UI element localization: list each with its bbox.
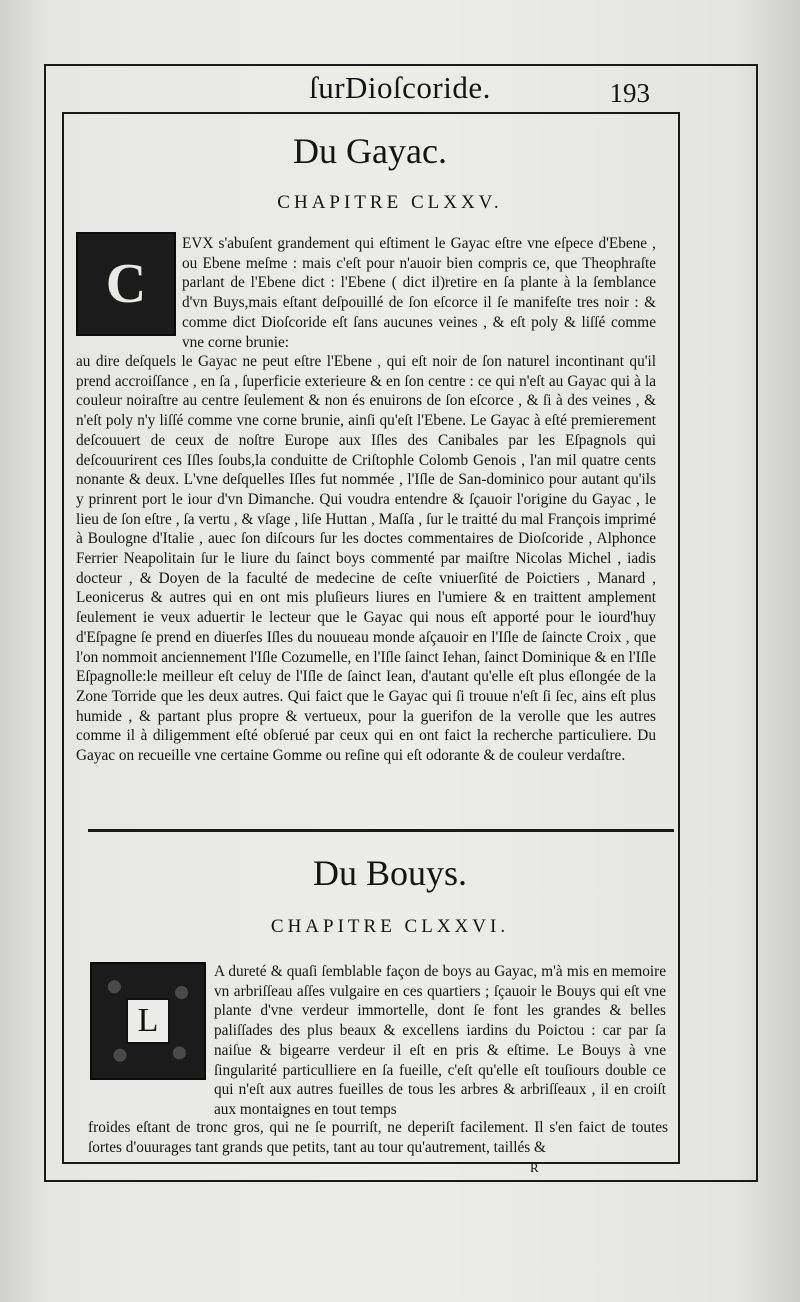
inner-frame-right bbox=[678, 112, 680, 1164]
initial-letter: C bbox=[105, 253, 147, 315]
outer-frame-top bbox=[44, 64, 758, 66]
page-number: 193 bbox=[609, 78, 650, 108]
chapter-separator-rule bbox=[88, 829, 674, 832]
initial-letter: L bbox=[137, 1002, 159, 1039]
signature-mark: R bbox=[530, 1160, 539, 1175]
outer-frame-bottom bbox=[44, 1180, 758, 1182]
chapter-title-bouys: Du Bouys. bbox=[312, 853, 468, 893]
header-rule bbox=[62, 112, 680, 114]
chapter-gayac-body: au dire deſquels le Gayac ne peut eſtre l'Ebene , qui eſt noir de ſon naturel incontinant qu'il prend accroiſſance , en ſa , ſuperficie exterieure & en ſon centre : ce qui n'eſt au Gayac qui à la couleur noiraſtre au centre ſeulement & non és enuirons de ſon eſcorce , & ſi à des veines , & n'eſt poly n'y liſſé comme vne corne brunie, ainſi qu'eſt l'Ebene. Le Gayac à eſté premierement deſcouuert de ceux de noſtre Europe aux Iſles des Canibales par les Eſpagnols qui deſcouurirent ces Iſles ſoubs,la conduitte de Criſtophle Colomb Genois , l'an mil quatre cents nonante & deux. L'vne deſquelles Iſles fut nommée , l'Iſle de San-dominico pour autant qu'ils y prinrent port le iour d'vn Dimanche. Qui voudra entendre & ſçauoir l'origine du Gayac , le lieu de ſon eſtre , ſa vertu , & vſage , liſe Huttan , Maſſa , ſur le traitté du mal François imprimé à Boulogne d'Italie , auec ſon diſcours ſur les doctes commentaires de Dioſcoride , Alphonce Ferrier Neapolitain ſur le liure du ſainct boys commenté par maiſtre Nicolas Michel , iadis docteur , & Doyen de la faculté de medecine de ceſte vniuerſité de Poictiers , Manard , Leonicerus & autres qui en ont mis pluſieurs liures en l'umiere & en traittent amplement ſeulement ie veux aduertir le lecteur que le Gayac qui nous eſt apporté pour le iourd'huy d'Eſpagne ſe prend en diuerſes Iſles du nouueau monde aſçauoir en l'Iſle de ſaincte Croix , que l'on nommoit anciennement l'Iſle Cozumelle, en l'Iſle ſainct Iehan, ſainct Dominique & en l'Iſle Eſpagnolle:le meilleur eſt celuy de l'Iſle de ſainct Iean, d'autant qu'elle eſt plus eſlongée de la Zone Torride que les deux autres. Qui faict que le Gayac qui ſi trouue n'eſt ſi ſec, ains eſt plus humide , & partant plus propre & vertueux, pour la guerifon de la verolle que les autres comme il à diligemment eſté obſerué par ceux qui en ont faict la recherche particuliere. Du Gayac on recueille vne certaine Gomme ou reſine qui eſt odorante & de couleur verdaſtre. bbox=[76, 353, 656, 765]
inner-frame-left bbox=[62, 112, 64, 1164]
chapter-number-gayac: CHAPITRE CLXXV. bbox=[277, 192, 503, 213]
initial-letter-box bbox=[126, 998, 170, 1044]
chapter-bouys-opening: A dureté & quaſi ſemblable façon de boys au Gayac, m'à mis en memoire vn arbriſſeau aſſes vulgaire en ces quartiers ; ſçauoir le Bouys qui eſt vne plante d'vne verdeur immortelle, dont ſe font les grandes & belles paliſſades des plus beaux & excellens iardins du Poictou : car par ſa naiſue & bigearre verdeur il eſt en pris & eſtime. Le Bouys à vne ſingularité particulliere en ſa fueille, c'eſt qu'elle eſt touſiours double ce qui n'eſt aux autres fueilles de tous les arbres & arbriſſeaux , il en croiſt aux montaignes en tout temps bbox=[214, 963, 666, 1118]
chapter-number-bouys: CHAPITRE CLXXVI. bbox=[270, 916, 510, 937]
ornamental-initial-l bbox=[90, 962, 206, 1080]
chapter-bouys-body: froides eſtant de tronc gros, qui ne ſe pourriſt, ne deperiſt facilement. Il s'en faict de toutes ſortes d'ouurages tant grands que petits, tant au tour qu'autrement, taillés & bbox=[88, 1119, 668, 1156]
outer-frame-right bbox=[756, 64, 758, 1182]
chapter-title-gayac: Du Gayac. bbox=[293, 131, 447, 171]
running-title: ſurDioſcoride. bbox=[309, 70, 491, 105]
ornamental-initial-c bbox=[76, 232, 176, 336]
outer-frame-left bbox=[44, 64, 46, 1182]
chapter-gayac-opening: EVX s'abuſent grandement qui eſtiment le Gayac eſtre vne eſpece d'Ebene , ou Ebene meſme : mais c'eſt pour n'auoir bien compris ce, que Theophraſte parlant de l'Ebene dict : l'Ebene ( dict il)retire en ſa plante à la ſemblance d'vn Buys,mais eſtant deſpouillé de ſon eſcorce il ſe manifeſte tres noir : & comme dict Dioſcoride eſt ſans aucunes veines , & eſt poly & liſſé comme vne corne brunie: bbox=[182, 235, 656, 351]
inner-frame-bottom bbox=[62, 1162, 680, 1164]
